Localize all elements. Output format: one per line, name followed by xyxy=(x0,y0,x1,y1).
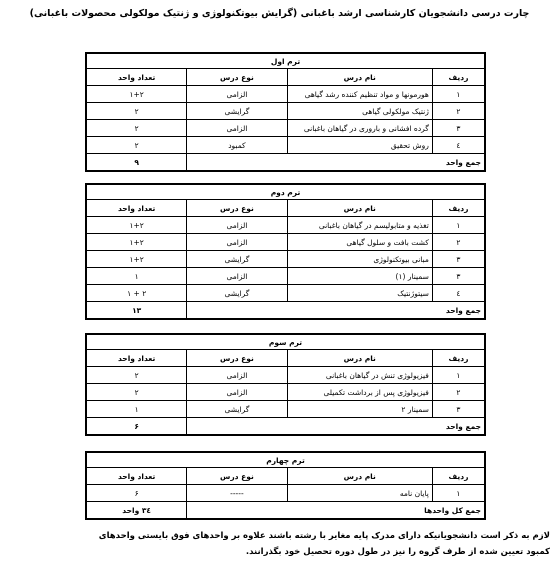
course-type: گرایشی xyxy=(187,401,287,418)
table-row xyxy=(87,234,485,251)
sum-label: جمع واحد xyxy=(187,302,485,319)
table-row xyxy=(87,137,485,154)
course-type: ----- xyxy=(187,485,287,502)
row-number: ۳ xyxy=(432,251,484,268)
course-name: ژنتیک مولکولی گیاهی xyxy=(287,103,432,120)
header-row: ردیف xyxy=(432,350,484,367)
course-units: ۱+۲ xyxy=(87,234,187,251)
sum-row xyxy=(87,154,485,171)
table-row xyxy=(87,285,485,302)
course-type: گرایشی xyxy=(187,103,287,120)
semester-3-table xyxy=(85,333,486,436)
course-type: الزامی xyxy=(187,384,287,401)
table-row xyxy=(87,103,485,120)
header-units: تعداد واحد xyxy=(87,468,187,485)
semester-label: ترم سوم xyxy=(87,335,485,350)
table-row xyxy=(87,268,485,285)
table-row xyxy=(87,485,485,502)
table-row xyxy=(87,86,485,103)
course-name: سمینار (۱) xyxy=(287,268,432,285)
course-name: فیزیولوژی تنش در گیاهان باغبانی xyxy=(287,367,432,384)
course-units: ۲ xyxy=(87,120,187,137)
course-units: ۲ xyxy=(87,384,187,401)
sum-row xyxy=(87,418,485,435)
course-name: هورمونها و مواد تنظیم کننده رشد گیاهی xyxy=(287,86,432,103)
row-number: ۲ xyxy=(432,234,484,251)
header-units: تعداد واحد xyxy=(87,350,187,367)
course-units: ۲ xyxy=(87,367,187,384)
semester-label: ترم چهارم xyxy=(87,453,485,468)
row-number: ٤ xyxy=(432,285,484,302)
course-name: فیزیولوژی پس از برداشت تکمیلی xyxy=(287,384,432,401)
table-row xyxy=(87,120,485,137)
course-name: گرده افشانی و باروری در گیاهان باغبانی xyxy=(287,120,432,137)
course-name: پایان نامه xyxy=(287,485,432,502)
course-units: ۱ xyxy=(87,268,187,285)
course-units: ۱ xyxy=(87,401,187,418)
header-row: ردیف xyxy=(432,200,484,217)
header-units: تعداد واحد xyxy=(87,69,187,86)
sum-value: ۶ xyxy=(87,418,187,435)
table-row xyxy=(87,251,485,268)
course-units: ۲ xyxy=(87,137,187,154)
course-type: الزامی xyxy=(187,367,287,384)
sum-value: ۱۳ xyxy=(87,302,187,319)
sum-label: جمع کل واحدها xyxy=(187,502,485,519)
course-name: روش تحقیق xyxy=(287,137,432,154)
sum-row xyxy=(87,502,485,519)
sum-label: جمع واحد xyxy=(187,418,485,435)
table-row xyxy=(87,217,485,234)
header-units: تعداد واحد xyxy=(87,200,187,217)
table-row xyxy=(87,384,485,401)
header-type: نوع درس xyxy=(187,69,287,86)
semester-label: ترم اول xyxy=(87,54,485,69)
course-type: الزامی xyxy=(187,86,287,103)
sum-row xyxy=(87,302,485,319)
row-number: ۳ xyxy=(432,401,484,418)
row-number: ۱ xyxy=(432,86,484,103)
course-units: ۲ + ۱ xyxy=(87,285,187,302)
header-type: نوع درس xyxy=(187,200,287,217)
course-units: ۱+۲ xyxy=(87,86,187,103)
header-name: نام درس xyxy=(287,468,432,485)
row-number: ۲ xyxy=(432,103,484,120)
course-type: گرایشی xyxy=(187,251,287,268)
table-row xyxy=(87,401,485,418)
header-name: نام درس xyxy=(287,350,432,367)
course-name: سمینار ۲ xyxy=(287,401,432,418)
row-number: ۱ xyxy=(432,217,484,234)
header-type: نوع درس xyxy=(187,468,287,485)
footnote: لازم به ذکر است دانشجویانیکه دارای مدرک پایه مغایر با رشته باشند علاوه بر واحدهای فوق بایستی واحدهای کمبود تعیین شده از طرف گروه را نیز در طول دوره تحصیل خود بگذرانند. xyxy=(98,531,550,557)
course-type: الزامی xyxy=(187,234,287,251)
course-units: ۶ xyxy=(87,485,187,502)
course-name: مبانی بیوتکنولوژی xyxy=(287,251,432,268)
course-type: گرایشی xyxy=(187,285,287,302)
sum-value: ۹ xyxy=(87,154,187,171)
course-type: کمبود xyxy=(187,137,287,154)
header-name: نام درس xyxy=(287,69,432,86)
page-title: چارت درسی دانشجویان کارشناسی ارشد باغبانی (گرایش بیوتکنولوژی و ژنتیک مولکولی محصولات باغبانی) xyxy=(29,8,530,19)
course-type: الزامی xyxy=(187,217,287,234)
row-number: ۲ xyxy=(432,384,484,401)
semester-2-table xyxy=(85,183,486,320)
row-number: ۳ xyxy=(432,268,484,285)
course-units: ۱+۲ xyxy=(87,251,187,268)
row-number: ٤ xyxy=(432,137,484,154)
course-type: الزامی xyxy=(187,268,287,285)
header-name: نام درس xyxy=(287,200,432,217)
course-name: سیتوژنتیک xyxy=(287,285,432,302)
sum-value: ۳٤ واحد xyxy=(87,502,187,519)
table-row xyxy=(87,367,485,384)
semester-4-table xyxy=(85,451,486,520)
header-type: نوع درس xyxy=(187,350,287,367)
row-number: ۱ xyxy=(432,485,484,502)
course-units: ۱+۲ xyxy=(87,217,187,234)
course-name: تغذیه و متابولیسم در گیاهان باغبانی xyxy=(287,217,432,234)
semester-label: ترم دوم xyxy=(87,185,485,200)
header-row: ردیف xyxy=(432,468,484,485)
semester-1-table xyxy=(85,52,486,172)
row-number: ۳ xyxy=(432,120,484,137)
course-units: ۲ xyxy=(87,103,187,120)
course-type: الزامی xyxy=(187,120,287,137)
header-row: ردیف xyxy=(432,69,484,86)
course-name: کشت بافت و سلول گیاهی xyxy=(287,234,432,251)
row-number: ۱ xyxy=(432,367,484,384)
sum-label: جمع واحد xyxy=(187,154,485,171)
